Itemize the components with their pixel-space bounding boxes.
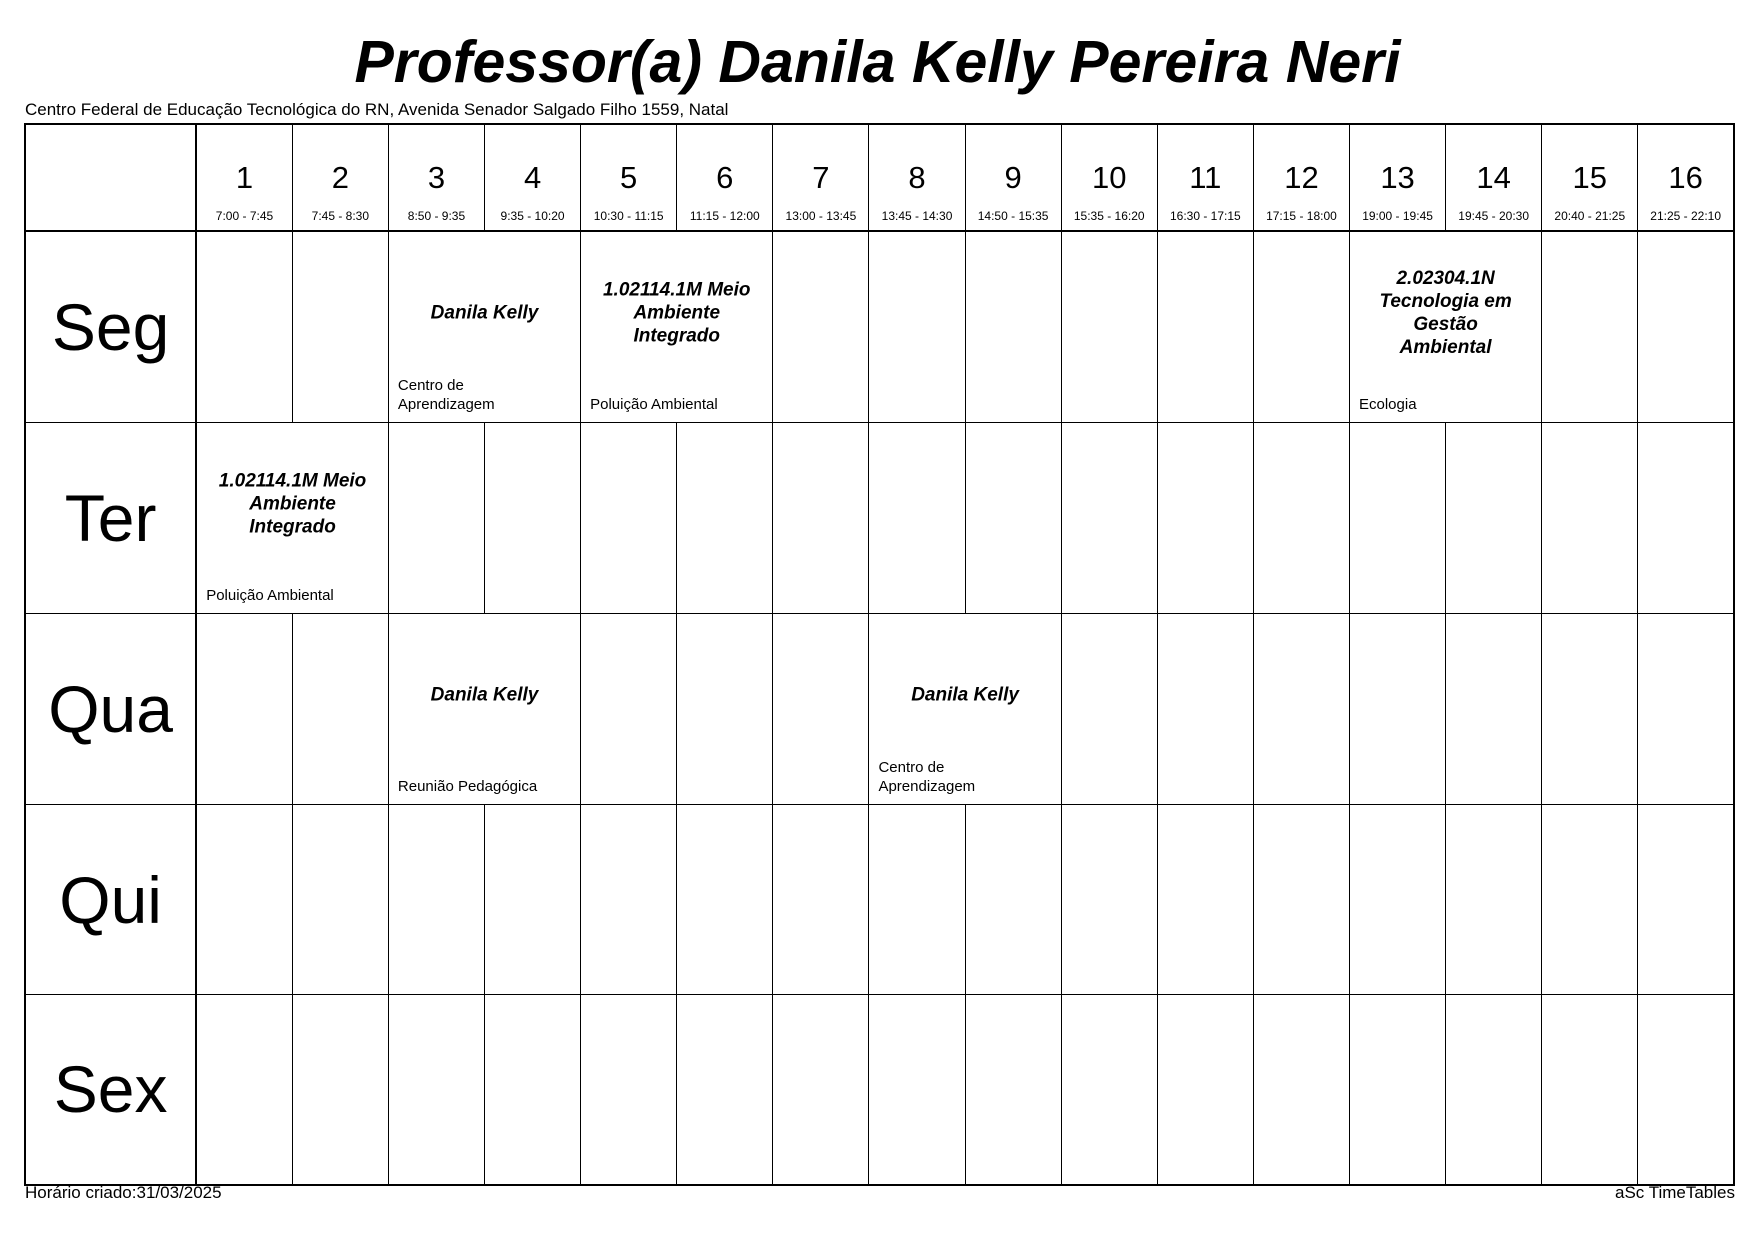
empty-slot[interactable] bbox=[1061, 614, 1157, 805]
lesson-title: 1.02114.1M Meio Ambiente Integrado bbox=[602, 279, 751, 347]
empty-slot[interactable] bbox=[677, 805, 773, 995]
lesson-title: Danila Kelly bbox=[430, 684, 539, 706]
period-header-14 bbox=[1446, 124, 1542, 231]
empty-slot[interactable] bbox=[1542, 995, 1638, 1185]
empty-slot[interactable] bbox=[292, 995, 388, 1185]
corner-cell bbox=[25, 124, 196, 231]
empty-slot[interactable] bbox=[1157, 231, 1253, 423]
lesson-card[interactable] bbox=[1350, 231, 1542, 423]
period-header-2 bbox=[292, 124, 388, 231]
page-title: Professor(a) Danila Kelly Pereira Neri bbox=[354, 29, 1401, 95]
empty-slot[interactable] bbox=[1061, 995, 1157, 1185]
day-row-qua bbox=[25, 614, 1734, 805]
period-header-12 bbox=[1253, 124, 1349, 231]
period-time: 7:45 - 8:30 bbox=[311, 209, 370, 223]
created-date: Horário criado:31/03/2025 bbox=[25, 1183, 222, 1202]
empty-slot[interactable] bbox=[1061, 805, 1157, 995]
empty-slot[interactable] bbox=[1061, 231, 1157, 423]
empty-slot[interactable] bbox=[292, 614, 388, 805]
software-credit: aSc TimeTables bbox=[1615, 1183, 1735, 1202]
period-time: 8:50 - 9:35 bbox=[407, 209, 466, 223]
period-header-6 bbox=[677, 124, 773, 231]
empty-slot[interactable] bbox=[773, 995, 869, 1185]
lesson-card[interactable] bbox=[388, 614, 580, 805]
period-number: 16 bbox=[1668, 160, 1703, 195]
empty-slot[interactable] bbox=[581, 805, 677, 995]
empty-slot[interactable] bbox=[196, 614, 292, 805]
lesson-subject: Poluição Ambiental bbox=[590, 396, 718, 413]
empty-slot[interactable] bbox=[965, 423, 1061, 614]
empty-slot[interactable] bbox=[388, 805, 484, 995]
empty-slot[interactable] bbox=[677, 423, 773, 614]
empty-slot[interactable] bbox=[1446, 614, 1542, 805]
period-number: 4 bbox=[523, 160, 542, 195]
empty-slot[interactable] bbox=[196, 995, 292, 1185]
period-header-15 bbox=[1542, 124, 1638, 231]
lesson-card[interactable] bbox=[388, 231, 580, 423]
period-header-16 bbox=[1638, 124, 1734, 231]
empty-slot[interactable] bbox=[1542, 423, 1638, 614]
period-time: 19:00 - 19:45 bbox=[1362, 209, 1433, 223]
empty-slot[interactable] bbox=[1350, 614, 1446, 805]
empty-slot[interactable] bbox=[1061, 423, 1157, 614]
empty-slot[interactable] bbox=[965, 231, 1061, 423]
period-number: 6 bbox=[716, 160, 734, 195]
empty-slot[interactable] bbox=[1350, 995, 1446, 1185]
empty-slot[interactable] bbox=[1253, 231, 1349, 423]
empty-slot[interactable] bbox=[292, 805, 388, 995]
day-row-qui bbox=[25, 805, 1734, 995]
empty-slot[interactable] bbox=[1253, 805, 1349, 995]
period-time: 11:15 - 12:00 bbox=[689, 209, 760, 223]
period-time: 10:30 - 11:15 bbox=[593, 209, 664, 223]
period-number: 8 bbox=[908, 160, 926, 195]
empty-slot[interactable] bbox=[677, 614, 773, 805]
period-header-row bbox=[25, 124, 1734, 231]
period-time: 16:30 - 17:15 bbox=[1169, 209, 1241, 223]
empty-slot[interactable] bbox=[196, 231, 292, 423]
day-name: Ter bbox=[64, 481, 157, 555]
day-name: Sex bbox=[53, 1052, 168, 1127]
empty-slot[interactable] bbox=[869, 805, 965, 995]
empty-slot[interactable] bbox=[581, 423, 677, 614]
empty-slot[interactable] bbox=[485, 805, 581, 995]
period-number: 7 bbox=[812, 160, 830, 195]
empty-slot[interactable] bbox=[292, 231, 388, 423]
day-cell bbox=[25, 614, 196, 805]
period-number: 15 bbox=[1572, 160, 1608, 195]
day-name: Qua bbox=[48, 672, 173, 746]
empty-slot[interactable] bbox=[1446, 805, 1542, 995]
empty-slot[interactable] bbox=[388, 995, 484, 1185]
period-number: 10 bbox=[1091, 160, 1127, 195]
empty-slot[interactable] bbox=[1350, 805, 1446, 995]
period-header-10 bbox=[1061, 124, 1157, 231]
empty-slot[interactable] bbox=[1446, 995, 1542, 1185]
empty-slot[interactable] bbox=[1157, 423, 1253, 614]
period-header-5 bbox=[581, 124, 677, 231]
lesson-subject: Reunião Pedagógica bbox=[397, 778, 538, 795]
period-header-11 bbox=[1157, 124, 1253, 231]
empty-slot[interactable] bbox=[1638, 614, 1734, 805]
empty-slot[interactable] bbox=[1638, 231, 1734, 423]
empty-slot[interactable] bbox=[1253, 995, 1349, 1185]
period-time: 13:45 - 14:30 bbox=[881, 209, 953, 223]
period-header-3 bbox=[388, 124, 484, 231]
empty-slot[interactable] bbox=[388, 423, 484, 614]
empty-slot[interactable] bbox=[581, 614, 677, 805]
empty-slot[interactable] bbox=[677, 995, 773, 1185]
period-number: 13 bbox=[1380, 160, 1415, 195]
day-cell bbox=[25, 423, 196, 614]
period-header-13 bbox=[1350, 124, 1446, 231]
period-time: 9:35 - 10:20 bbox=[500, 209, 565, 223]
empty-slot[interactable] bbox=[773, 805, 869, 995]
day-name: Qui bbox=[59, 862, 162, 937]
period-number: 1 bbox=[235, 160, 254, 195]
lesson-subject: Ecologia bbox=[1359, 396, 1417, 413]
period-number: 11 bbox=[1189, 160, 1222, 195]
lesson-card[interactable] bbox=[196, 423, 388, 614]
period-number: 14 bbox=[1476, 160, 1511, 195]
day-cell bbox=[25, 805, 196, 995]
lesson-subject: Poluição Ambiental bbox=[206, 587, 334, 604]
period-number: 9 bbox=[1004, 160, 1022, 195]
day-row-seg bbox=[25, 231, 1734, 423]
empty-slot[interactable] bbox=[1638, 805, 1734, 995]
period-time: 17:15 - 18:00 bbox=[1266, 209, 1337, 223]
empty-slot[interactable] bbox=[869, 423, 965, 614]
day-name: Seg bbox=[51, 290, 170, 364]
empty-slot[interactable] bbox=[1157, 805, 1253, 995]
period-header-4 bbox=[485, 124, 581, 231]
period-number: 2 bbox=[331, 160, 349, 195]
empty-slot[interactable] bbox=[485, 995, 581, 1185]
empty-slot[interactable] bbox=[869, 995, 965, 1185]
day-row-ter bbox=[25, 423, 1734, 614]
period-time: 20:40 - 21:25 bbox=[1554, 209, 1626, 223]
empty-slot[interactable] bbox=[1542, 805, 1638, 995]
period-time: 7:00 - 7:45 bbox=[215, 209, 274, 223]
empty-slot[interactable] bbox=[485, 423, 581, 614]
empty-slot[interactable] bbox=[1253, 614, 1349, 805]
empty-slot[interactable] bbox=[773, 423, 869, 614]
period-header-7 bbox=[773, 124, 869, 231]
empty-slot[interactable] bbox=[1638, 995, 1734, 1185]
period-time: 15:35 - 16:20 bbox=[1073, 209, 1145, 223]
day-cell bbox=[25, 995, 196, 1185]
lesson-title: 1.02114.1M Meio Ambiente Integrado bbox=[218, 470, 367, 538]
period-time: 14:50 - 15:35 bbox=[977, 209, 1049, 223]
empty-slot[interactable] bbox=[1542, 614, 1638, 805]
lesson-title: Danila Kelly bbox=[911, 684, 1019, 706]
empty-slot[interactable] bbox=[965, 995, 1061, 1185]
lesson-card[interactable] bbox=[581, 231, 773, 423]
day-cell bbox=[25, 231, 196, 423]
empty-slot[interactable] bbox=[1446, 423, 1542, 614]
period-number: 5 bbox=[620, 160, 638, 195]
empty-slot[interactable] bbox=[773, 614, 869, 805]
empty-slot[interactable] bbox=[1253, 423, 1349, 614]
period-header-8 bbox=[869, 124, 965, 231]
empty-slot[interactable] bbox=[965, 805, 1061, 995]
lesson-title: 2.02304.1N Tecnologia em Gestão Ambiental bbox=[1379, 268, 1512, 358]
period-time: 13:00 - 13:45 bbox=[785, 209, 857, 223]
empty-slot[interactable] bbox=[1542, 231, 1638, 423]
period-number: 3 bbox=[427, 160, 446, 195]
empty-slot[interactable] bbox=[869, 231, 965, 423]
empty-slot[interactable] bbox=[773, 231, 869, 423]
lesson-title: Danila Kelly bbox=[430, 302, 539, 324]
period-number: 12 bbox=[1284, 160, 1319, 195]
empty-slot[interactable] bbox=[196, 805, 292, 995]
empty-slot[interactable] bbox=[1157, 614, 1253, 805]
period-time: 19:45 - 20:30 bbox=[1458, 209, 1530, 223]
lesson-card[interactable] bbox=[869, 614, 1061, 805]
empty-slot[interactable] bbox=[1638, 423, 1734, 614]
lesson-subject: Centro de Aprendizagem bbox=[397, 377, 495, 413]
empty-slot[interactable] bbox=[581, 995, 677, 1185]
timetable-grid bbox=[24, 123, 1735, 1186]
school-address: Centro Federal de Educação Tecnológica do RN, Avenida Senador Salgado Filho 1559, Natal bbox=[25, 100, 729, 119]
empty-slot[interactable] bbox=[1157, 995, 1253, 1185]
lesson-subject: Centro de Aprendizagem bbox=[878, 759, 976, 795]
empty-slot[interactable] bbox=[1350, 423, 1446, 614]
period-header-1 bbox=[196, 124, 292, 231]
period-header-9 bbox=[965, 124, 1061, 231]
day-row-sex bbox=[25, 995, 1734, 1185]
period-time: 21:25 - 22:10 bbox=[1650, 209, 1722, 223]
